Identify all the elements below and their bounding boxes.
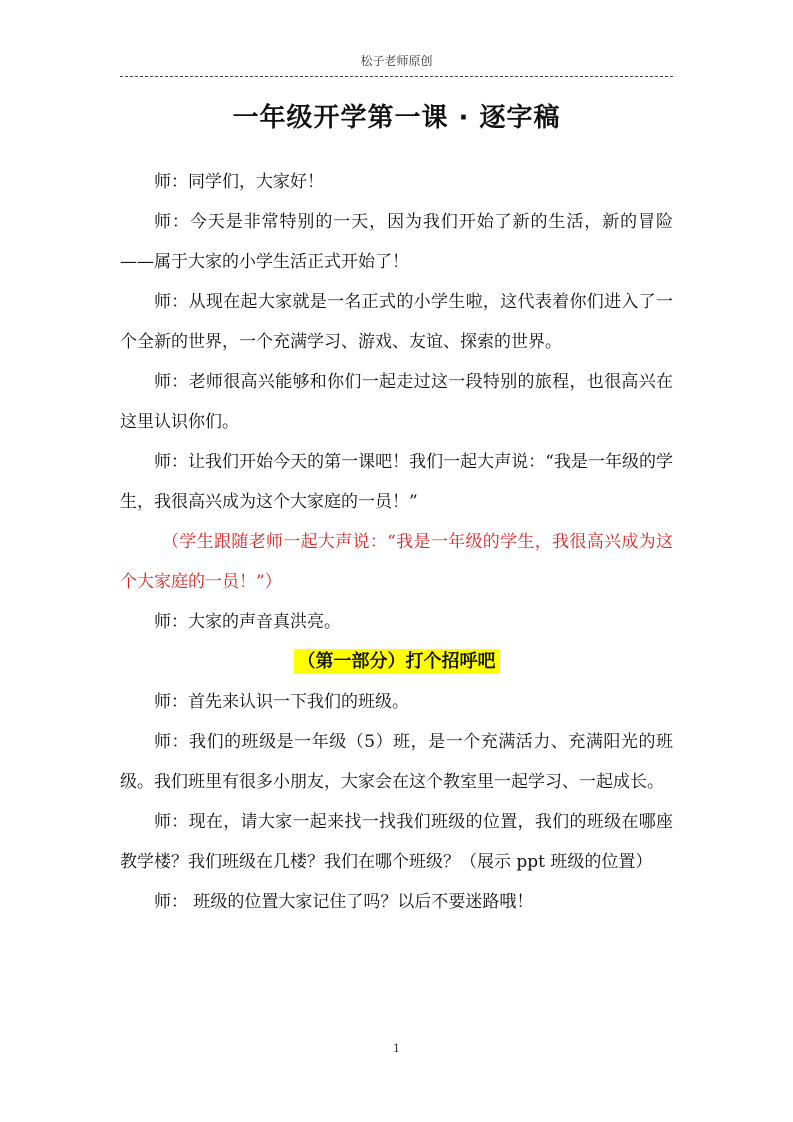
- page-number: 1: [393, 1042, 400, 1055]
- header-text: 松子老师原创: [360, 54, 433, 68]
- stage-direction: （学生跟随老师一起大声说：“我是一年级的学生，我很高兴成为这个大家庭的一员！”）: [120, 532, 673, 592]
- section-heading: [120, 642, 673, 682]
- paragraph-first-lesson: 师：让我们开始今天的第一课吧！我们一起大声说：“我是一年级的学生，我很高兴成为这个大家庭的一员！”: [120, 452, 673, 512]
- paragraph-class-location: 师：现在，请大家一起来找一找我们班级的位置，我们的班级在哪座教学楼？我们班级在几楼？我们在哪个班级？（展示 ppt 班级的位置）: [120, 812, 673, 872]
- document-body: [120, 162, 673, 922]
- paragraph-special-day: 师：今天是非常特别的一天，因为我们开始了新的生活，新的冒险——属于大家的小学生活正式开始了！: [120, 212, 673, 272]
- paragraph-greeting: 师：同学们，大家好！: [154, 172, 324, 192]
- page-header: [120, 52, 673, 77]
- paragraph-loud-voice: 师：大家的声音真洪亮。: [154, 612, 341, 632]
- section-heading-text: （第一部分）打个招呼吧: [294, 649, 500, 674]
- paragraph-remember-location: 师： 班级的位置大家记住了吗？以后不要迷路哦！: [154, 892, 534, 912]
- paragraph-happy-to-meet: 师：老师很高兴能够和你们一起走过这一段特别的旅程，也很高兴在这里认识你们。: [120, 372, 673, 432]
- paragraph-class-intro: 师：首先来认识一下我们的班级。: [154, 692, 409, 712]
- paragraph-new-world: 师：从现在起大家就是一名正式的小学生啦，这代表着你们进入了一个全新的世界，一个充满学习、游戏、友谊、探索的世界。: [120, 292, 673, 352]
- paragraph-class-description: 师：我们的班级是一年级（5）班，是一个充满活力、充满阳光的班级。我们班里有很多小朋友，大家会在这个教室里一起学习、一起成长。: [120, 732, 673, 792]
- document-title: 一年级开学第一课 · 逐字稿: [232, 103, 561, 133]
